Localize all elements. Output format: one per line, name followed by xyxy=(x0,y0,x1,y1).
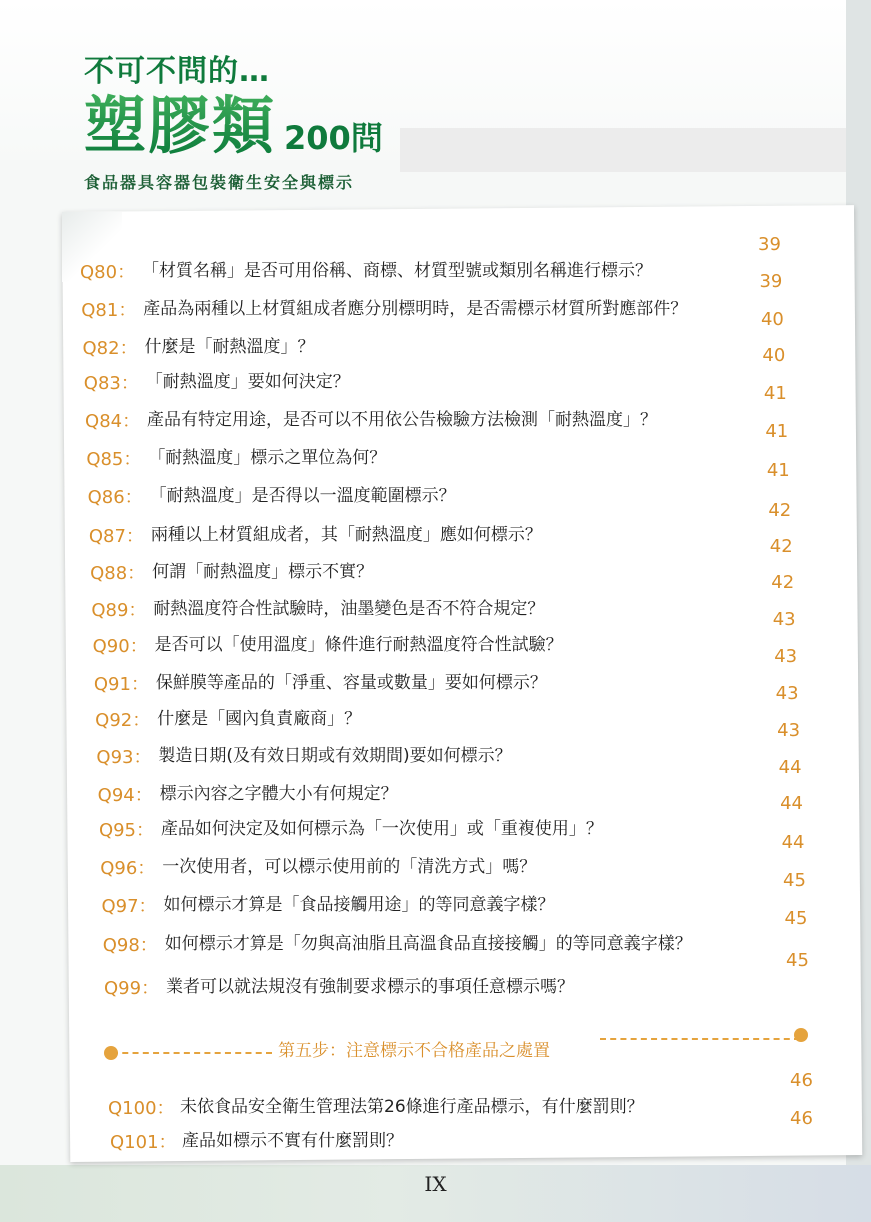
toc-question-number: Q100： xyxy=(108,1098,175,1119)
toc-question-text: 「材質名稱」是否可用俗稱、商標、材質型號或類別名稱進行標示？ xyxy=(142,261,652,281)
toc-question-number: Q82： xyxy=(82,338,138,359)
header-count: 200問 xyxy=(284,119,383,157)
toc-page-number: 39 xyxy=(758,234,781,255)
toc-question-number: Q81： xyxy=(81,300,137,321)
header-subtitle: 食品器具容器包裝衛生安全與標示 xyxy=(84,173,355,192)
toc-page-number: 43 xyxy=(774,646,798,667)
toc-question-number: Q91： xyxy=(93,674,149,695)
toc-question-text: 「耐熱溫度」是否得以一溫度範圍標示？ xyxy=(149,486,456,506)
toc-question-text: 業者可以就法規沒有強制要求標示的事項任意標示嗎？ xyxy=(166,977,574,997)
toc-question-number: Q97： xyxy=(101,896,157,917)
toc-question-text: 何謂「耐熱溫度」標示不實？ xyxy=(152,562,374,582)
toc-page-number: 42 xyxy=(771,572,795,593)
toc-question-text: 產品如標示不實有什麼罰則？ xyxy=(182,1131,403,1151)
toc-page-number: 41 xyxy=(766,460,790,481)
toc-page-number: 42 xyxy=(769,536,793,557)
toc-page-number: 41 xyxy=(763,383,787,404)
section-dot-left xyxy=(104,1046,118,1060)
toc-question-text: 什麼是「耐熱溫度」？ xyxy=(144,337,315,357)
toc-page-number: 43 xyxy=(777,720,801,741)
toc-question-text: 如何標示才算是「食品接觸用途」的等同意義字樣？ xyxy=(163,895,555,915)
toc-question-text: 產品有特定用途，是否可以不用依公告檢驗方法檢測「耐熱溫度」？ xyxy=(147,410,658,430)
toc-page-number: 40 xyxy=(760,309,784,330)
toc-question-text: 標示內容之字體大小有何規定？ xyxy=(159,784,398,804)
header-grey-bar xyxy=(400,128,871,172)
toc-page-number: 45 xyxy=(784,908,808,929)
toc-question-text: 製造日期(及有效日期或有效期間)要如何標示？ xyxy=(158,746,512,766)
toc-page-number: 46 xyxy=(790,1070,813,1091)
toc-question-number: Q86： xyxy=(87,487,143,508)
toc-question-number: Q101： xyxy=(110,1132,177,1153)
book-header xyxy=(84,54,383,193)
toc-page-number: 44 xyxy=(781,832,805,853)
toc-page-number: 43 xyxy=(775,683,799,704)
toc-page-number: 41 xyxy=(765,421,789,442)
toc-question-text: 產品為兩種以上材質組成者應分別標明時，是否需標示材質所對應部件？ xyxy=(143,299,688,319)
toc-question-number: Q96： xyxy=(100,858,156,879)
toc-page-number: 40 xyxy=(762,345,786,366)
header-title-row xyxy=(84,90,383,160)
toc-question-text: 什麼是「國內負責廠商」？ xyxy=(157,709,362,729)
header-big-title: 塑膠類 xyxy=(84,89,277,162)
toc-question-number: Q95： xyxy=(98,820,155,841)
toc-question-text: 一次使用者，可以標示使用前的「清洗方式」嗎？ xyxy=(162,857,537,877)
toc-question-number: Q90： xyxy=(92,636,148,657)
toc-page-number: 44 xyxy=(780,793,803,814)
toc-question-number: Q83： xyxy=(83,373,139,394)
toc-page-number: 44 xyxy=(778,757,802,778)
toc-page-number: 45 xyxy=(786,950,809,971)
toc-question-number: Q93： xyxy=(96,747,152,768)
toc-question-number: Q88： xyxy=(90,563,146,584)
toc-question-number: Q87： xyxy=(88,526,144,547)
toc-question-text: 「耐熱溫度」標示之單位為何？ xyxy=(148,448,387,468)
toc-question-text: 「耐熱溫度」要如何決定？ xyxy=(145,372,350,392)
toc-question-number: Q94： xyxy=(97,785,153,806)
toc-question-text: 耐熱溫度符合性試驗時，油墨變色是否不符合規定？ xyxy=(153,599,545,619)
toc-question-number: Q84： xyxy=(85,411,141,432)
toc-question-text: 保鮮膜等產品的「淨重、容量或數量」要如何標示？ xyxy=(155,673,547,693)
toc-question-text: 兩種以上材質組成者，其「耐熱溫度」應如何標示？ xyxy=(150,525,542,545)
toc-question-number: Q85： xyxy=(86,449,142,470)
toc-question-number: Q92： xyxy=(95,710,151,731)
section-dot-right xyxy=(794,1028,808,1042)
toc-question-text: 未依食品安全衛生管理法第26條進行產品標示，有什麼罰則？ xyxy=(180,1097,644,1117)
section-divider-right xyxy=(600,1038,800,1040)
toc-question-number: Q98： xyxy=(102,935,158,956)
toc-question-number: Q99： xyxy=(104,978,160,999)
toc-page-number: 46 xyxy=(790,1108,813,1129)
toc-page-number: 45 xyxy=(783,870,806,891)
toc-question-text: 產品如何決定及如何標示為「一次使用」或「重複使用」？ xyxy=(160,819,603,839)
section-title: 第五步：注意標示不合格產品之處置 xyxy=(274,1036,554,1061)
section-divider-left xyxy=(112,1052,272,1054)
toc-question-number: Q80： xyxy=(80,262,136,283)
toc-page-number: 43 xyxy=(772,609,796,630)
toc-page-number: 42 xyxy=(768,500,792,521)
toc-question-number: Q89： xyxy=(91,600,147,621)
toc-question-text: 是否可以「使用溫度」條件進行耐熱溫度符合性試驗？ xyxy=(154,635,563,655)
page-number: IX xyxy=(424,1172,447,1196)
toc-question-text: 如何標示才算是「勿與高油脂且高溫食品直接接觸」的等同意義字樣？ xyxy=(164,934,692,954)
toc-page-number: 39 xyxy=(759,271,783,292)
header-line1: 不可不問的… xyxy=(84,54,270,89)
